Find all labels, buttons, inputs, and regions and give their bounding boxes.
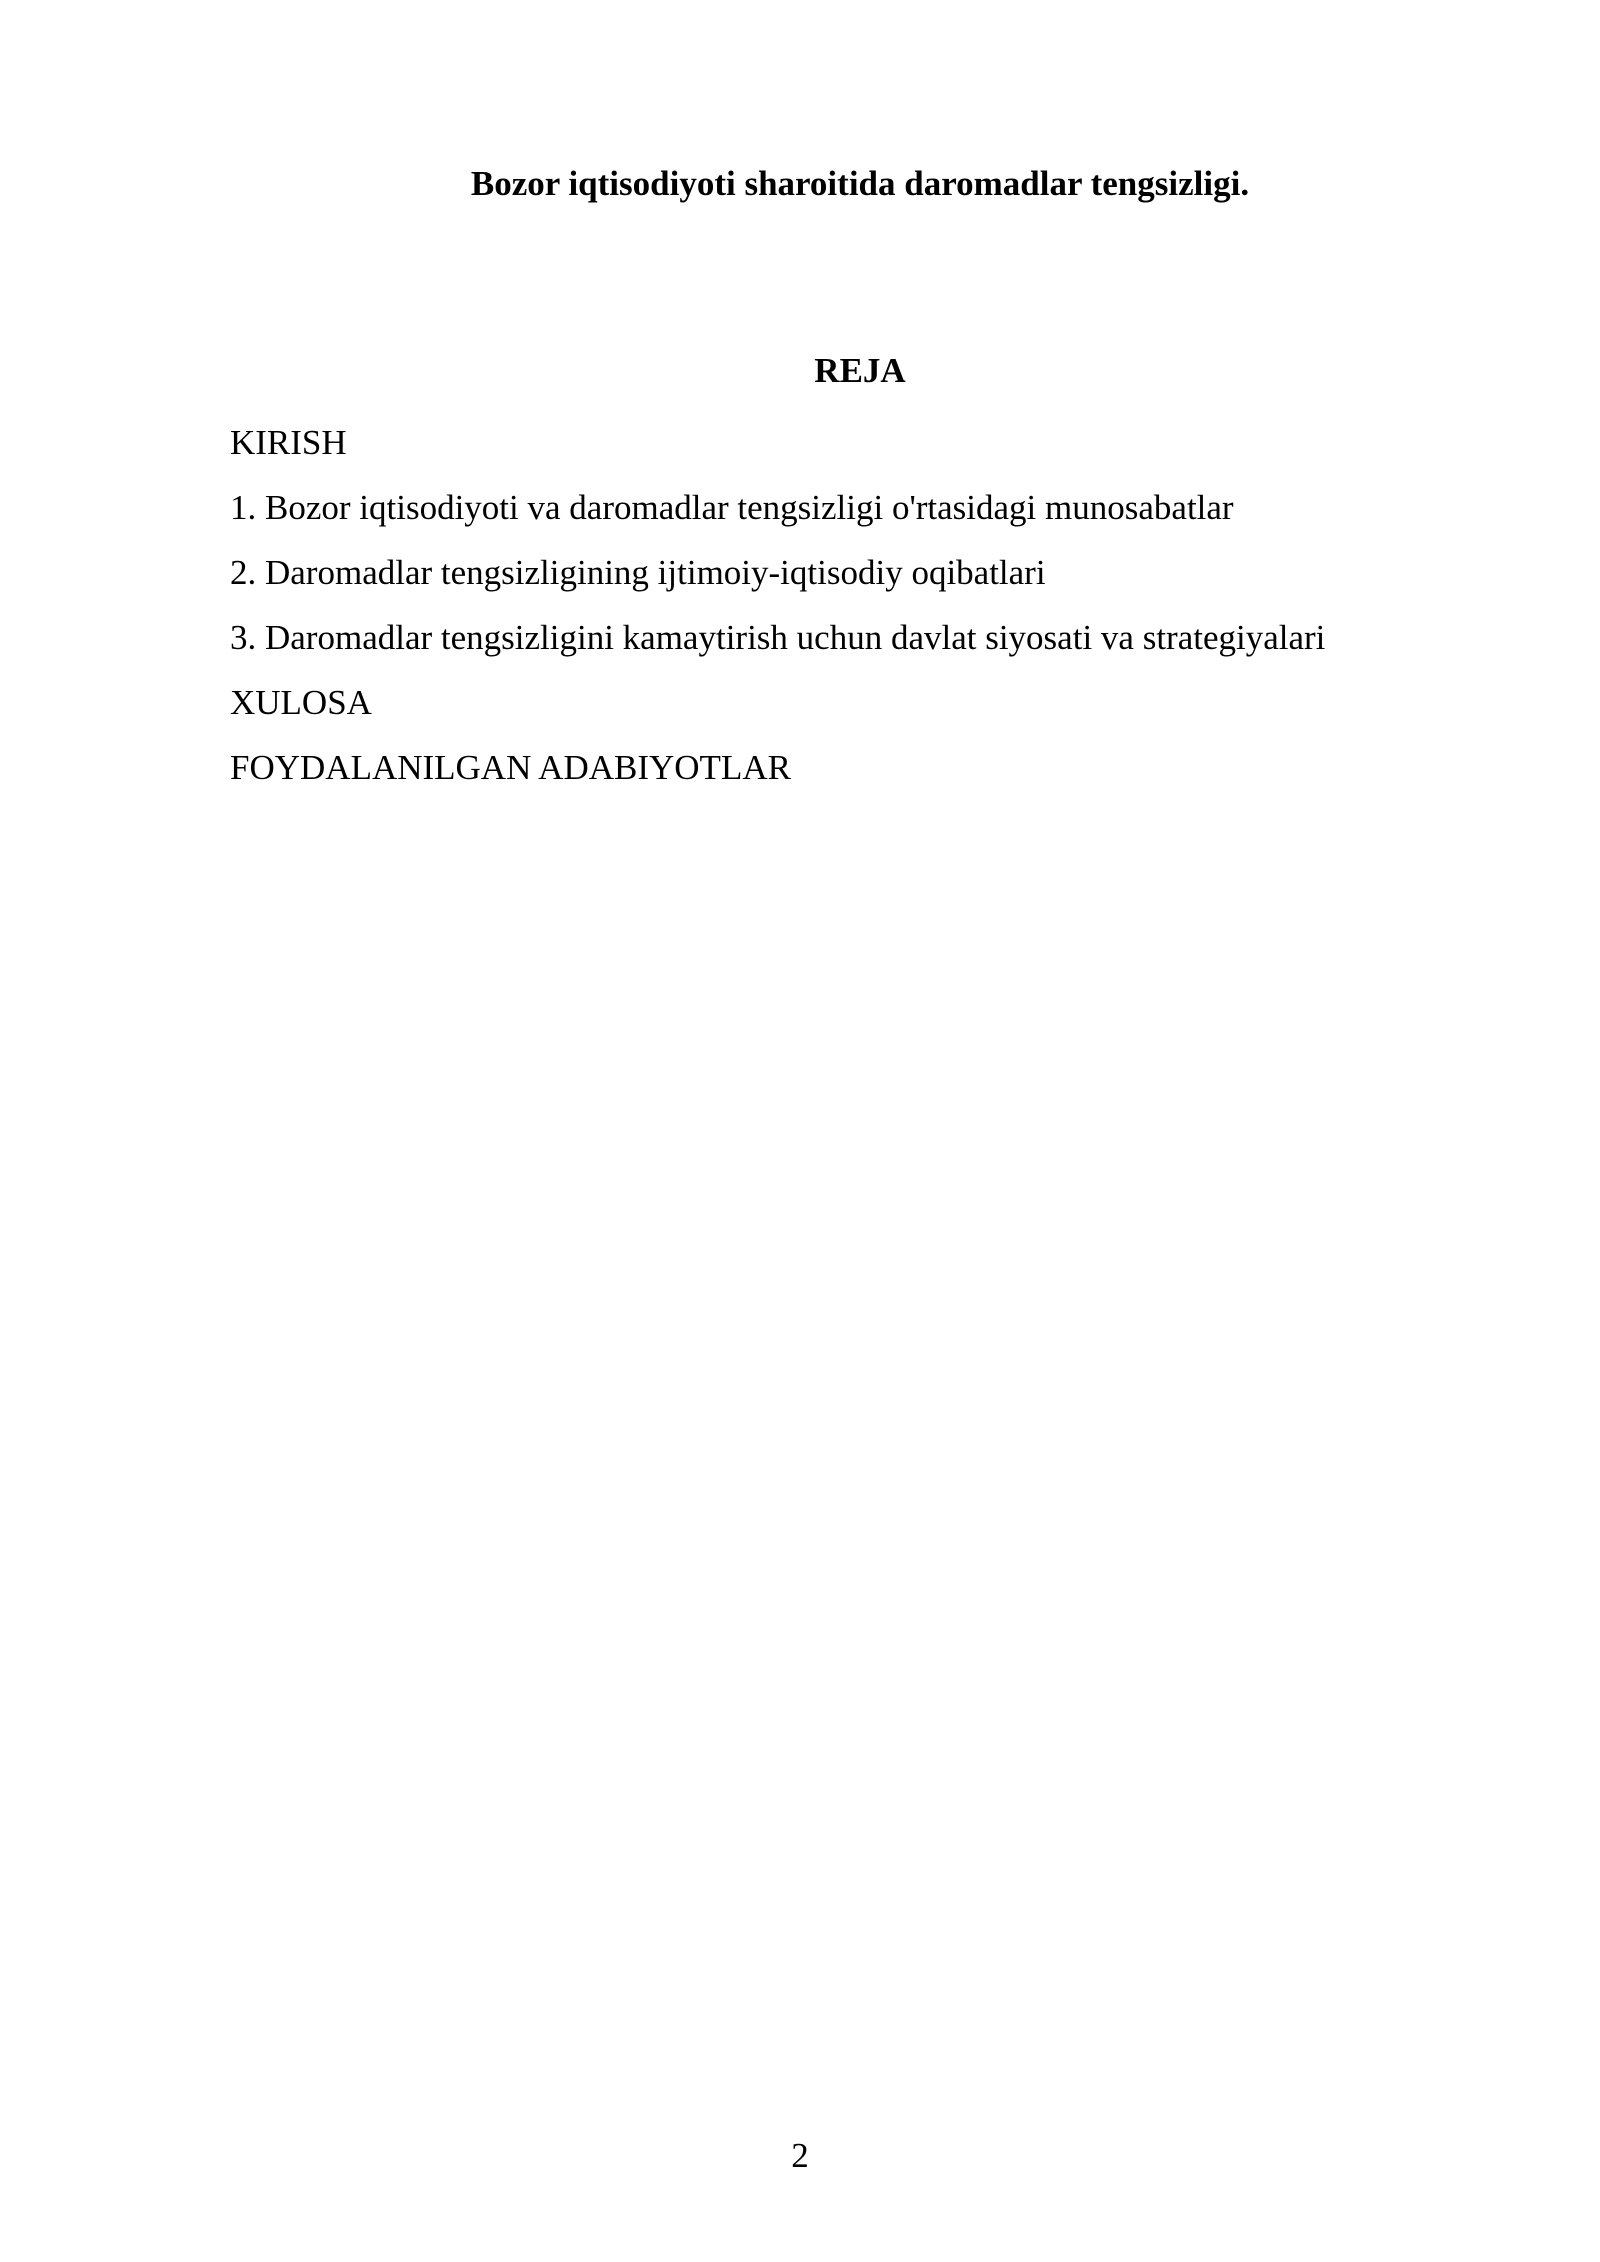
toc-item-section-1: 1. Bozor iqtisodiyoti va daromadlar tengsizligi o'rtasidagi munosabatlar — [230, 488, 1234, 527]
table-of-contents — [230, 419, 1490, 809]
toc-item-section-3: 3. Daromadlar tengsizligini kamaytirish uchun davlat siyosati va strategiyalari — [230, 618, 1326, 657]
page-number: 2 — [791, 2136, 809, 2175]
toc-item-conclusion: XULOSA — [230, 683, 372, 722]
plan-heading: REJA — [814, 351, 906, 390]
document-title: Bozor iqtisodiyoti sharoitida daromadlar tengsizligi. — [470, 164, 1250, 203]
toc-item-references: FOYDALANILGAN ADABIYOTLAR — [230, 748, 791, 787]
toc-item-introduction: KIRISH — [230, 423, 347, 462]
toc-item-section-2: 2. Daromadlar tengsizligining ijtimoiy-iqtisodiy oqibatlari — [230, 553, 1046, 592]
